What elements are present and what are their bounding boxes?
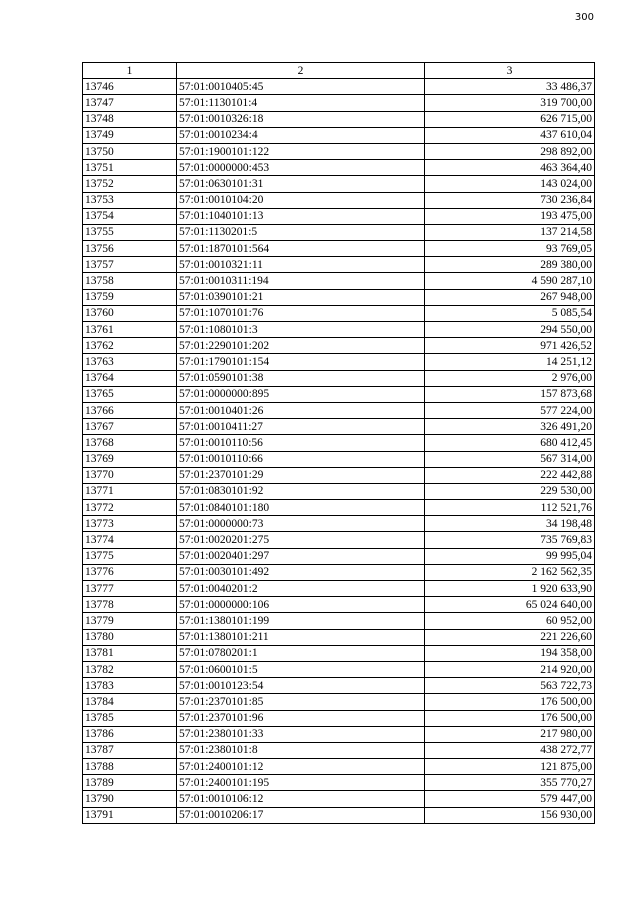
value-cell: 735 769,83 bbox=[425, 532, 595, 548]
row-number-cell: 13776 bbox=[83, 564, 177, 580]
row-number-cell: 13768 bbox=[83, 435, 177, 451]
value-cell: 217 980,00 bbox=[425, 726, 595, 742]
cadastral-number-cell: 57:01:1790101:154 bbox=[177, 354, 425, 370]
table-row bbox=[83, 208, 595, 224]
row-number-cell: 13757 bbox=[83, 257, 177, 273]
row-number-cell: 13752 bbox=[83, 176, 177, 192]
value-cell: 193 475,00 bbox=[425, 208, 595, 224]
cadastral-number-cell: 57:01:1080101:3 bbox=[177, 322, 425, 338]
table-row bbox=[83, 548, 595, 564]
row-number-cell: 13787 bbox=[83, 742, 177, 758]
row-number-cell: 13755 bbox=[83, 224, 177, 240]
row-number-cell: 13777 bbox=[83, 581, 177, 597]
cadastral-number-cell: 57:01:0010106:12 bbox=[177, 791, 425, 807]
column-header-1: 1 bbox=[83, 63, 177, 79]
row-number-cell: 13764 bbox=[83, 370, 177, 386]
table-row bbox=[83, 645, 595, 661]
value-cell: 214 920,00 bbox=[425, 661, 595, 677]
value-cell: 298 892,00 bbox=[425, 143, 595, 159]
row-number-cell: 13758 bbox=[83, 273, 177, 289]
table-row bbox=[83, 241, 595, 257]
value-cell: 563 722,73 bbox=[425, 678, 595, 694]
value-cell: 267 948,00 bbox=[425, 289, 595, 305]
cadastral-number-cell: 57:01:0010104:20 bbox=[177, 192, 425, 208]
row-number-cell: 13760 bbox=[83, 305, 177, 321]
value-cell: 355 770,27 bbox=[425, 775, 595, 791]
row-number-cell: 13785 bbox=[83, 710, 177, 726]
row-number-cell: 13771 bbox=[83, 483, 177, 499]
value-cell: 579 447,00 bbox=[425, 791, 595, 807]
row-number-cell: 13790 bbox=[83, 791, 177, 807]
column-header-2: 2 bbox=[177, 63, 425, 79]
row-number-cell: 13773 bbox=[83, 516, 177, 532]
cadastral-number-cell: 57:01:2380101:8 bbox=[177, 742, 425, 758]
cadastral-number-cell: 57:01:0780201:1 bbox=[177, 645, 425, 661]
table-row bbox=[83, 322, 595, 338]
value-cell: 2 162 562,35 bbox=[425, 564, 595, 580]
cadastral-number-cell: 57:01:0000000:73 bbox=[177, 516, 425, 532]
cadastral-number-cell: 57:01:0010401:26 bbox=[177, 402, 425, 418]
cadastral-number-cell: 57:01:0010321:11 bbox=[177, 257, 425, 273]
row-number-cell: 13754 bbox=[83, 208, 177, 224]
cadastral-number-cell: 57:01:1130201:5 bbox=[177, 224, 425, 240]
table-row bbox=[83, 775, 595, 791]
row-number-cell: 13753 bbox=[83, 192, 177, 208]
value-cell: 156 930,00 bbox=[425, 807, 595, 823]
row-number-cell: 13778 bbox=[83, 597, 177, 613]
table-body bbox=[83, 79, 595, 824]
row-number-cell: 13779 bbox=[83, 613, 177, 629]
table-row bbox=[83, 564, 595, 580]
row-number-cell: 13763 bbox=[83, 354, 177, 370]
row-number-cell: 13769 bbox=[83, 451, 177, 467]
table-row bbox=[83, 710, 595, 726]
value-cell: 176 500,00 bbox=[425, 694, 595, 710]
table-row bbox=[83, 532, 595, 548]
row-number-cell: 13780 bbox=[83, 629, 177, 645]
table-row bbox=[83, 127, 595, 143]
value-cell: 567 314,00 bbox=[425, 451, 595, 467]
value-cell: 137 214,58 bbox=[425, 224, 595, 240]
cadastral-number-cell: 57:01:0390101:21 bbox=[177, 289, 425, 305]
value-cell: 34 198,48 bbox=[425, 516, 595, 532]
row-number-cell: 13775 bbox=[83, 548, 177, 564]
row-number-cell: 13781 bbox=[83, 645, 177, 661]
cadastral-number-cell: 57:01:2290101:202 bbox=[177, 338, 425, 354]
cadastral-number-cell: 57:01:0030101:492 bbox=[177, 564, 425, 580]
table-row bbox=[83, 338, 595, 354]
cadastral-number-cell: 57:01:0600101:5 bbox=[177, 661, 425, 677]
table-row bbox=[83, 402, 595, 418]
cadastral-number-cell: 57:01:2370101:85 bbox=[177, 694, 425, 710]
table-row bbox=[83, 176, 595, 192]
table-row bbox=[83, 305, 595, 321]
table-row bbox=[83, 581, 595, 597]
row-number-cell: 13750 bbox=[83, 143, 177, 159]
value-cell: 33 486,37 bbox=[425, 79, 595, 95]
table-row bbox=[83, 273, 595, 289]
row-number-cell: 13770 bbox=[83, 467, 177, 483]
value-cell: 14 251,12 bbox=[425, 354, 595, 370]
data-table bbox=[82, 62, 595, 824]
row-number-cell: 13766 bbox=[83, 402, 177, 418]
row-number-cell: 13786 bbox=[83, 726, 177, 742]
value-cell: 221 226,60 bbox=[425, 629, 595, 645]
row-number-cell: 13759 bbox=[83, 289, 177, 305]
row-number-cell: 13782 bbox=[83, 661, 177, 677]
cadastral-number-cell: 57:01:1070101:76 bbox=[177, 305, 425, 321]
cadastral-number-cell: 57:01:0010234:4 bbox=[177, 127, 425, 143]
value-cell: 93 769,05 bbox=[425, 241, 595, 257]
value-cell: 438 272,77 bbox=[425, 742, 595, 758]
cadastral-number-cell: 57:01:0010411:27 bbox=[177, 419, 425, 435]
cadastral-number-cell: 57:01:1040101:13 bbox=[177, 208, 425, 224]
cadastral-number-cell: 57:01:0020201:275 bbox=[177, 532, 425, 548]
cadastral-number-cell: 57:01:1380101:199 bbox=[177, 613, 425, 629]
cadastral-number-cell: 57:01:0840101:180 bbox=[177, 500, 425, 516]
value-cell: 4 590 287,10 bbox=[425, 273, 595, 289]
table-row bbox=[83, 95, 595, 111]
table-row bbox=[83, 759, 595, 775]
table-row bbox=[83, 613, 595, 629]
cadastral-number-cell: 57:01:0010123:54 bbox=[177, 678, 425, 694]
table-row bbox=[83, 694, 595, 710]
cadastral-number-cell: 57:01:0010110:56 bbox=[177, 435, 425, 451]
row-number-cell: 13791 bbox=[83, 807, 177, 823]
value-cell: 121 875,00 bbox=[425, 759, 595, 775]
cadastral-number-cell: 57:01:0000000:453 bbox=[177, 160, 425, 176]
value-cell: 289 380,00 bbox=[425, 257, 595, 273]
value-cell: 326 491,20 bbox=[425, 419, 595, 435]
row-number-cell: 13751 bbox=[83, 160, 177, 176]
value-cell: 294 550,00 bbox=[425, 322, 595, 338]
row-number-cell: 13788 bbox=[83, 759, 177, 775]
table-row bbox=[83, 661, 595, 677]
row-number-cell: 13774 bbox=[83, 532, 177, 548]
value-cell: 680 412,45 bbox=[425, 435, 595, 451]
value-cell: 1 920 633,90 bbox=[425, 581, 595, 597]
value-cell: 157 873,68 bbox=[425, 386, 595, 402]
cadastral-number-cell: 57:01:0010326:18 bbox=[177, 111, 425, 127]
table-row bbox=[83, 435, 595, 451]
cadastral-number-cell: 57:01:1870101:564 bbox=[177, 241, 425, 257]
cadastral-number-cell: 57:01:2400101:12 bbox=[177, 759, 425, 775]
table-row bbox=[83, 257, 595, 273]
cadastral-number-cell: 57:01:0020401:297 bbox=[177, 548, 425, 564]
row-number-cell: 13748 bbox=[83, 111, 177, 127]
row-number-cell: 13756 bbox=[83, 241, 177, 257]
page-number: 300 bbox=[574, 12, 594, 23]
table-row bbox=[83, 678, 595, 694]
value-cell: 730 236,84 bbox=[425, 192, 595, 208]
value-cell: 626 715,00 bbox=[425, 111, 595, 127]
value-cell: 577 224,00 bbox=[425, 402, 595, 418]
value-cell: 229 530,00 bbox=[425, 483, 595, 499]
table-row bbox=[83, 419, 595, 435]
table-row bbox=[83, 807, 595, 823]
table-row bbox=[83, 370, 595, 386]
table-row bbox=[83, 79, 595, 95]
value-cell: 463 364,40 bbox=[425, 160, 595, 176]
row-number-cell: 13749 bbox=[83, 127, 177, 143]
value-cell: 143 024,00 bbox=[425, 176, 595, 192]
value-cell: 319 700,00 bbox=[425, 95, 595, 111]
row-number-cell: 13762 bbox=[83, 338, 177, 354]
row-number-cell: 13747 bbox=[83, 95, 177, 111]
row-number-cell: 13783 bbox=[83, 678, 177, 694]
row-number-cell: 13767 bbox=[83, 419, 177, 435]
table-row bbox=[83, 224, 595, 240]
table-row bbox=[83, 451, 595, 467]
value-cell: 176 500,00 bbox=[425, 710, 595, 726]
table-row bbox=[83, 386, 595, 402]
row-number-cell: 13772 bbox=[83, 500, 177, 516]
table-row bbox=[83, 597, 595, 613]
value-cell: 99 995,04 bbox=[425, 548, 595, 564]
cadastral-number-cell: 57:01:1380101:211 bbox=[177, 629, 425, 645]
table-header-row bbox=[83, 63, 595, 79]
value-cell: 194 358,00 bbox=[425, 645, 595, 661]
table-row bbox=[83, 629, 595, 645]
cadastral-number-cell: 57:01:0010110:66 bbox=[177, 451, 425, 467]
column-header-3: 3 bbox=[425, 63, 595, 79]
value-cell: 112 521,76 bbox=[425, 500, 595, 516]
table-row bbox=[83, 289, 595, 305]
row-number-cell: 13765 bbox=[83, 386, 177, 402]
row-number-cell: 13746 bbox=[83, 79, 177, 95]
value-cell: 65 024 640,00 bbox=[425, 597, 595, 613]
value-cell: 5 085,54 bbox=[425, 305, 595, 321]
table-row bbox=[83, 791, 595, 807]
cadastral-number-cell: 57:01:0630101:31 bbox=[177, 176, 425, 192]
row-number-cell: 13784 bbox=[83, 694, 177, 710]
cadastral-number-cell: 57:01:0010311:194 bbox=[177, 273, 425, 289]
row-number-cell: 13761 bbox=[83, 322, 177, 338]
value-cell: 2 976,00 bbox=[425, 370, 595, 386]
table-row bbox=[83, 483, 595, 499]
table-row bbox=[83, 160, 595, 176]
cadastral-number-cell: 57:01:0010206:17 bbox=[177, 807, 425, 823]
table-row bbox=[83, 500, 595, 516]
value-cell: 971 426,52 bbox=[425, 338, 595, 354]
table-row bbox=[83, 726, 595, 742]
table-row bbox=[83, 467, 595, 483]
value-cell: 222 442,88 bbox=[425, 467, 595, 483]
cadastral-number-cell: 57:01:2370101:29 bbox=[177, 467, 425, 483]
table-row bbox=[83, 516, 595, 532]
table-row bbox=[83, 111, 595, 127]
cadastral-number-cell: 57:01:0590101:38 bbox=[177, 370, 425, 386]
table-row bbox=[83, 192, 595, 208]
cadastral-number-cell: 57:01:1900101:122 bbox=[177, 143, 425, 159]
table-row bbox=[83, 742, 595, 758]
table-row bbox=[83, 143, 595, 159]
cadastral-number-cell: 57:01:0040201:2 bbox=[177, 581, 425, 597]
cadastral-number-cell: 57:01:2380101:33 bbox=[177, 726, 425, 742]
cadastral-number-cell: 57:01:0000000:895 bbox=[177, 386, 425, 402]
cadastral-number-cell: 57:01:0000000:106 bbox=[177, 597, 425, 613]
cadastral-number-cell: 57:01:0830101:92 bbox=[177, 483, 425, 499]
value-cell: 437 610,04 bbox=[425, 127, 595, 143]
cadastral-number-cell: 57:01:2400101:195 bbox=[177, 775, 425, 791]
cadastral-number-cell: 57:01:1130101:4 bbox=[177, 95, 425, 111]
row-number-cell: 13789 bbox=[83, 775, 177, 791]
cadastral-number-cell: 57:01:2370101:96 bbox=[177, 710, 425, 726]
cadastral-number-cell: 57:01:0010405:45 bbox=[177, 79, 425, 95]
value-cell: 60 952,00 bbox=[425, 613, 595, 629]
table-row bbox=[83, 354, 595, 370]
